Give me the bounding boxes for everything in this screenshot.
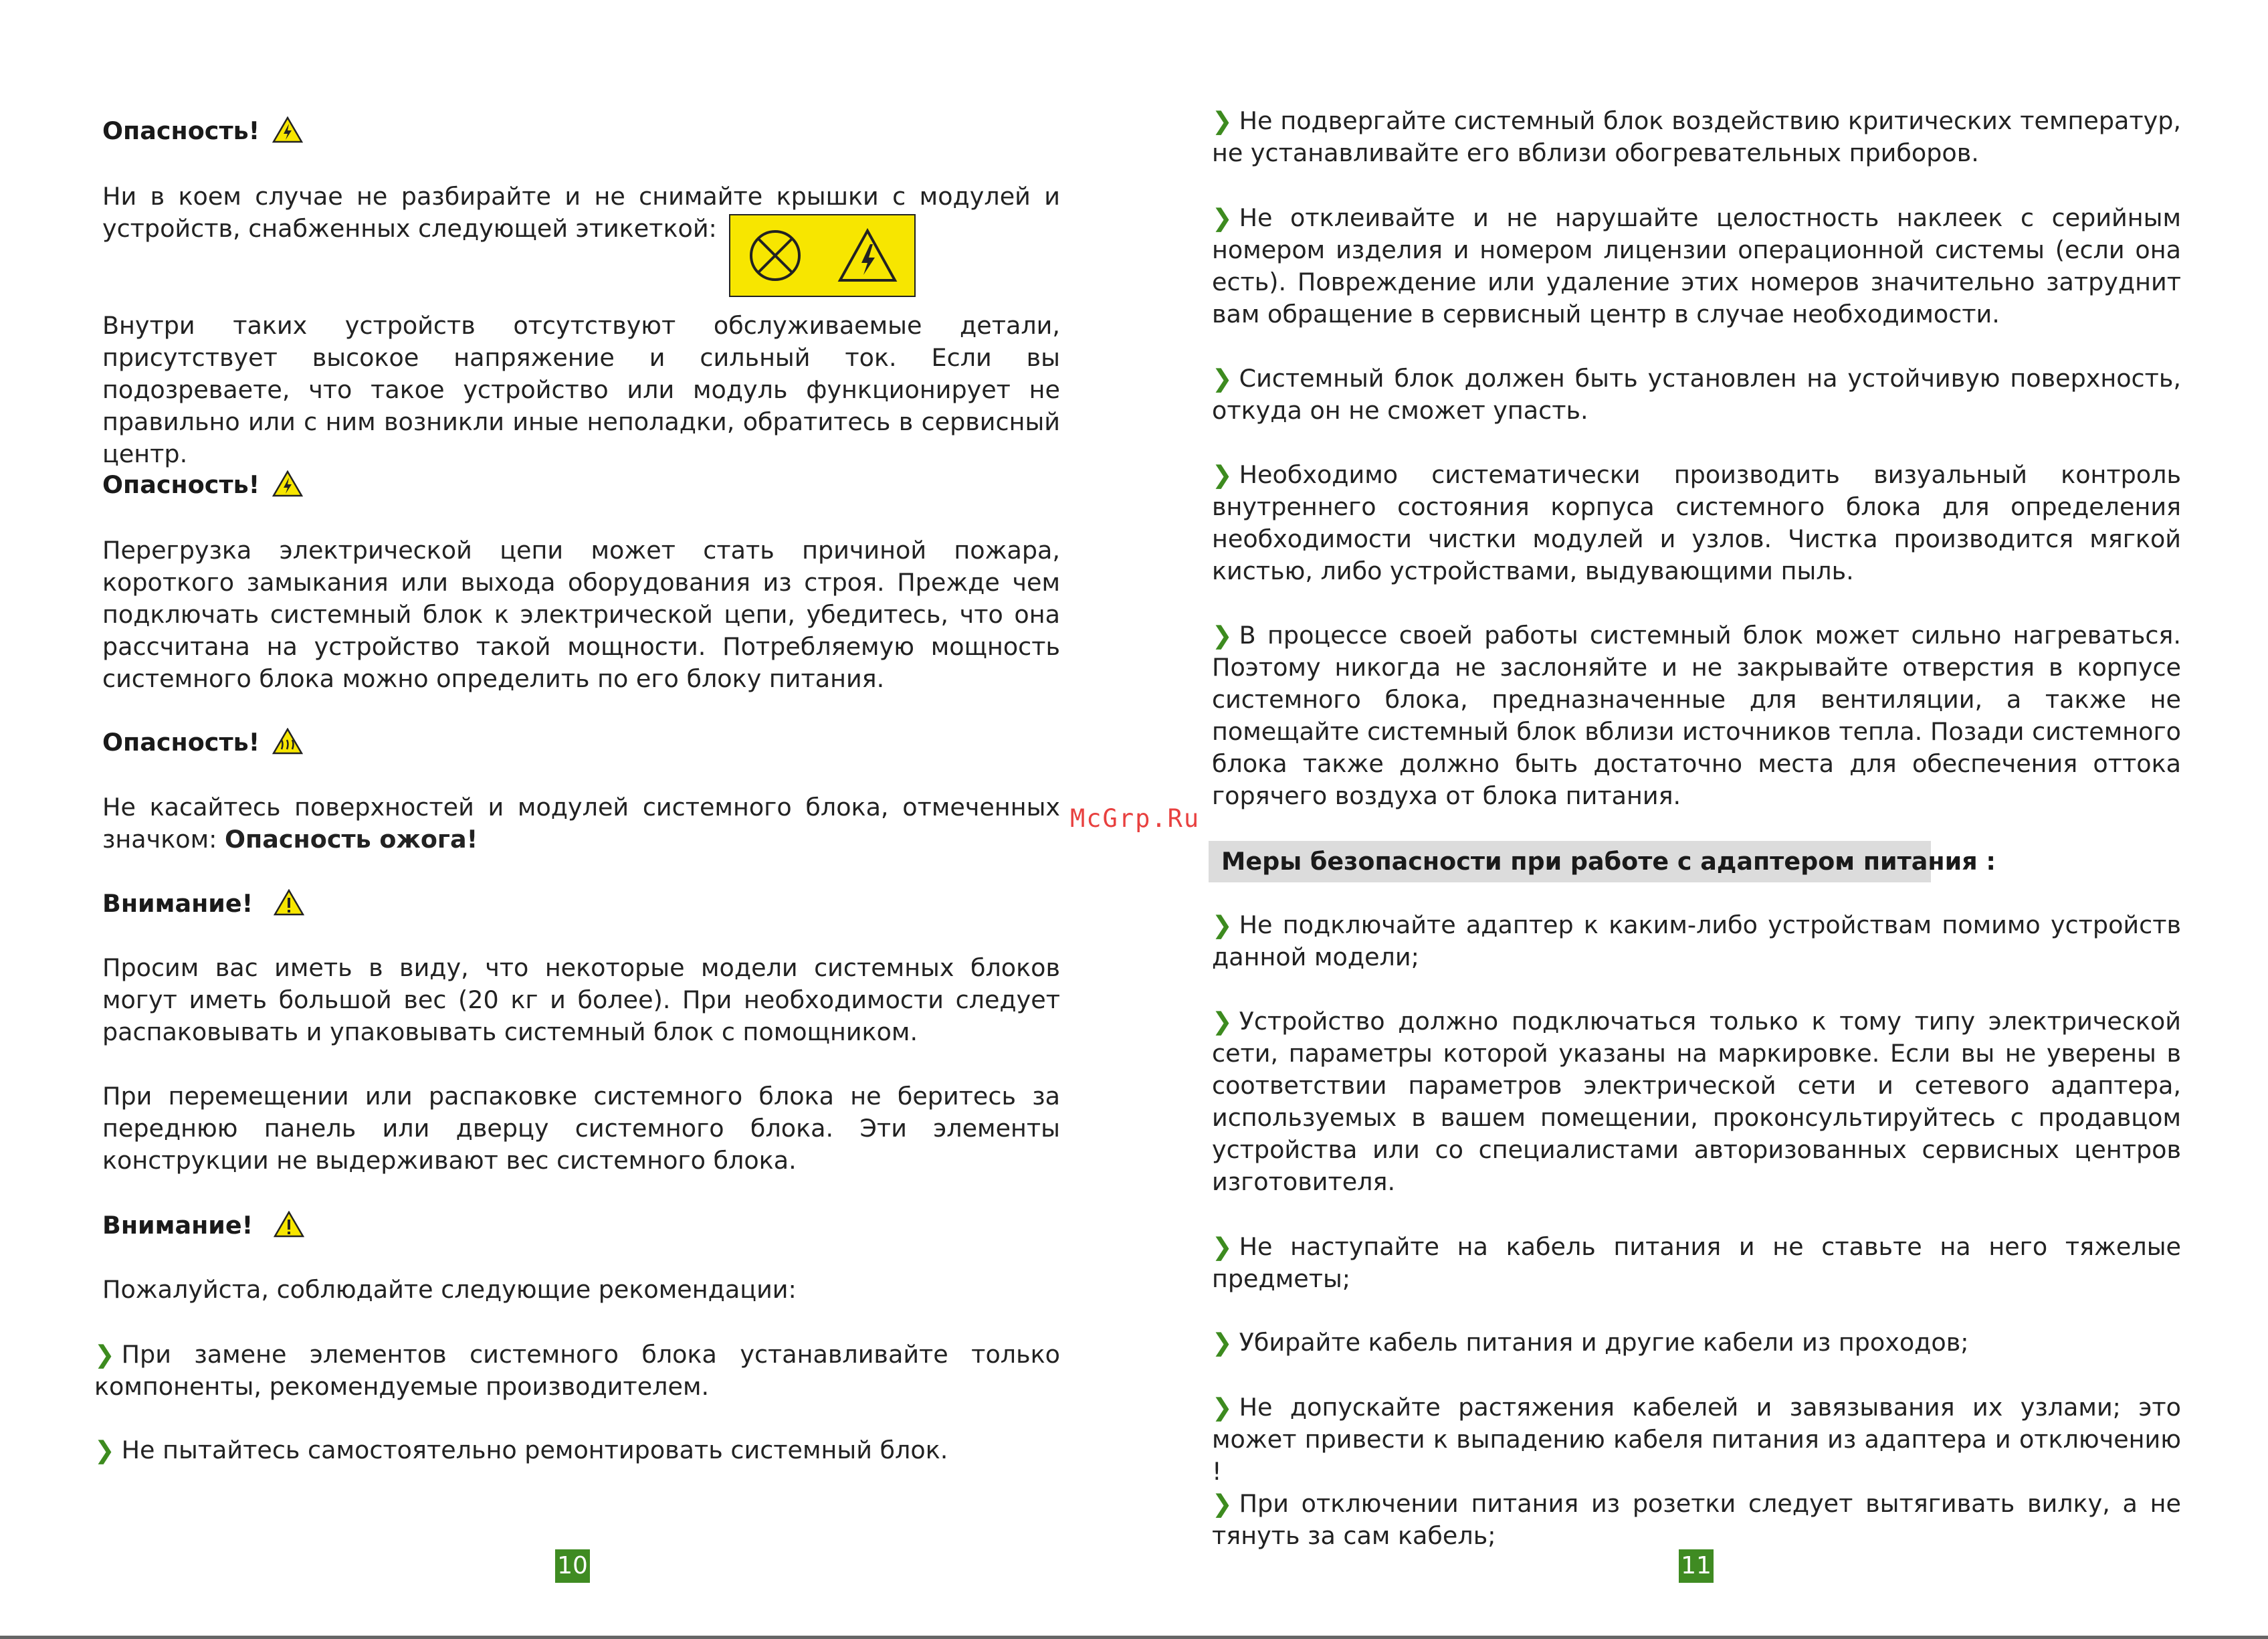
burn-danger-label: Опасность ожога! <box>225 825 478 854</box>
chevron-right-icon: ❯ <box>94 1340 115 1369</box>
hazard-label <box>729 214 916 297</box>
chevron-right-icon: ❯ <box>1212 460 1233 489</box>
paragraph-label-warning: Ни в коем случае не разбирайте и не снимайте крышки с модулей и устройств, снабженных следующей этикеткой: <box>102 182 1060 243</box>
paragraph-moving-unit: При перемещении или распаковке системного блока не беритесь за переднюю панель или дверцу системного блока. Эти элементы конструкции не выдерживают вес системного блока. <box>102 1082 1060 1175</box>
section-heading-adapter-safety: Меры безопасности при работе с адаптером питания : <box>1209 841 1931 882</box>
hot-surface-warning-icon <box>272 728 303 755</box>
bullet-item <box>1212 363 2181 427</box>
danger-heading-1 <box>102 115 303 147</box>
paragraph-no-serviceable-parts: Внутри таких устройств отсутствуют обслуживаемые детали, присутствует высокое напряжение и сильный ток. Если вы подозреваете, что такое устройство или модуль функционирует не правильно или с ним возникли иные неполадки, обратитесь в сервисный центр. <box>102 311 1060 468</box>
caution-heading-1 <box>102 888 304 920</box>
text: Не касайтесь поверхностей и модулей системного блока, отмеченных значком: <box>102 793 1060 854</box>
bullet-item <box>1212 1231 2181 1295</box>
chevron-right-icon: ❯ <box>1212 910 1233 939</box>
bullet-item <box>1212 1391 2181 1488</box>
caution-heading-2 <box>102 1210 304 1242</box>
chevron-right-icon: ❯ <box>1212 1232 1233 1261</box>
chevron-right-icon: ❯ <box>1212 106 1233 135</box>
heading-text: Опасность! <box>102 728 260 757</box>
heading-text: Опасность! <box>102 470 260 499</box>
bullet-item <box>1212 105 2181 169</box>
page-number: 11 <box>1679 1549 1714 1583</box>
bullet-text: Не отклеивайте и не нарушайте целостность наклеек с серийным номером изделия и номером лицензии операционной системы (если она есть). Повреждение или удаление этих номеров значительно затруднит вам обращение в сервисный центр в случае необходимости. <box>1212 203 2181 328</box>
heading-text: Внимание! <box>102 1211 253 1240</box>
chevron-right-icon: ❯ <box>1212 1328 1233 1357</box>
chevron-right-icon: ❯ <box>1212 621 1233 650</box>
chevron-right-icon: ❯ <box>1212 364 1233 393</box>
paragraph-hot-surface <box>102 791 1060 856</box>
heading-text: Внимание! <box>102 889 253 918</box>
bullet-text: Не подключайте адаптер к каким-либо устройствам помимо устройств данной модели; <box>1212 910 2181 971</box>
danger-heading-3 <box>102 727 303 759</box>
bullet-item <box>1212 1005 2181 1198</box>
warning-triangle-icon <box>274 1211 304 1238</box>
paragraph-circuit-overload: Перегрузка электрической цепи может стать причиной пожара, короткого замыкания или выхода оборудования из строя. Прежде чем подключать системный блок к электрической цепи, убедитесь, что она рассчитана на устройство такой мощности. Потребляемую мощность системного блока можно определить по его блоку питания. <box>102 536 1060 693</box>
warning-triangle-icon <box>272 470 303 497</box>
bullet-item <box>1212 1488 2181 1552</box>
bullet-text: Необходимо систематически производить визуальный контроль внутреннего состояния корпуса системного блока для определения необходимости чистки модулей и узлов. Чистка производится мягкой кистью, либо устройствами, выдувающими пыль. <box>1212 460 2181 585</box>
bullet-text: При замене элементов системного блока устанавливайте только компоненты, рекомендуемые производителем. <box>94 1340 1060 1401</box>
bullet-text: В процессе своей работы системный блок может сильно нагреваться. Поэтому никогда не заслоняйте и не закрывайте отверстия в корпусе системного блока, предназначенные для вентиляции, а также не помещайте системный блок вблизи источников тепла. Позади системного блока также должно быть достаточно места для обеспечения оттока горячего воздуха от блока питания. <box>1212 621 2181 810</box>
bullet-text: Не наступайте на кабель питания и не ставьте на него тяжелые предметы; <box>1212 1232 2181 1293</box>
chevron-right-icon: ❯ <box>1212 203 1233 232</box>
warning-triangle-icon <box>272 116 303 143</box>
bullet-text: Не подвергайте системный блок воздействию критических температур, не устанавливайте его вблизи обогревательных приборов. <box>1212 106 2181 167</box>
danger-heading-2 <box>102 469 303 501</box>
chevron-right-icon: ❯ <box>94 1436 115 1464</box>
bullet-item <box>1212 459 2181 587</box>
bullet-item <box>1212 909 2181 973</box>
chevron-right-icon: ❯ <box>1212 1393 1233 1422</box>
chevron-right-icon: ❯ <box>1212 1489 1233 1518</box>
bullet-text: Убирайте кабель питания и другие кабели из проходов; <box>1239 1328 1969 1357</box>
bullet-item <box>1212 1327 2181 1359</box>
page-number: 10 <box>555 1549 590 1583</box>
bullet-text: Не допускайте растяжения кабелей и завязывания их узлами; это может привести к выпадению кабеля питания из адаптера и отключению ! <box>1212 1393 2181 1486</box>
do-not-open-icon <box>747 227 803 284</box>
bullet-text: Не пытайтесь самостоятельно ремонтировать системный блок. <box>121 1436 948 1464</box>
high-voltage-icon <box>837 228 898 283</box>
bullet-item <box>94 1339 1060 1403</box>
paragraph-heavy-weight: Просим вас иметь в виду, что некоторые модели системных блоков могут иметь большой вес (20 кг и более). При необходимости следует распаковывать и упаковывать системный блок с помощником. <box>102 953 1060 1046</box>
heading-text: Опасность! <box>102 116 260 145</box>
watermark: McGrp.Ru <box>1070 804 1201 833</box>
bullet-text: Системный блок должен быть установлен на устойчивую поверхность, откуда он не сможет упасть. <box>1212 364 2181 425</box>
bullet-text: При отключении питания из розетки следует вытягивать вилку, а не тянуть за сам кабель; <box>1212 1489 2181 1550</box>
bullet-text: Устройство должно подключаться только к тому типу электрической сети, параметры которой указаны на маркировке. Если вы не уверены в соответствии параметров электрической сети и сетевого адаптера, используемых в вашем помещении, проконсультируйтесь с продавцом устройства или со специалистами авторизованных сервисных центров изготовителя. <box>1212 1007 2181 1196</box>
bullet-item <box>1212 202 2181 330</box>
bottom-divider <box>0 1636 2268 1639</box>
bullet-item <box>94 1434 1060 1466</box>
warning-triangle-icon <box>274 889 304 916</box>
paragraph-recommendations: Пожалуйста, соблюдайте следующие рекомендации: <box>102 1275 797 1304</box>
chevron-right-icon: ❯ <box>1212 1007 1233 1036</box>
bullet-item <box>1212 619 2181 812</box>
